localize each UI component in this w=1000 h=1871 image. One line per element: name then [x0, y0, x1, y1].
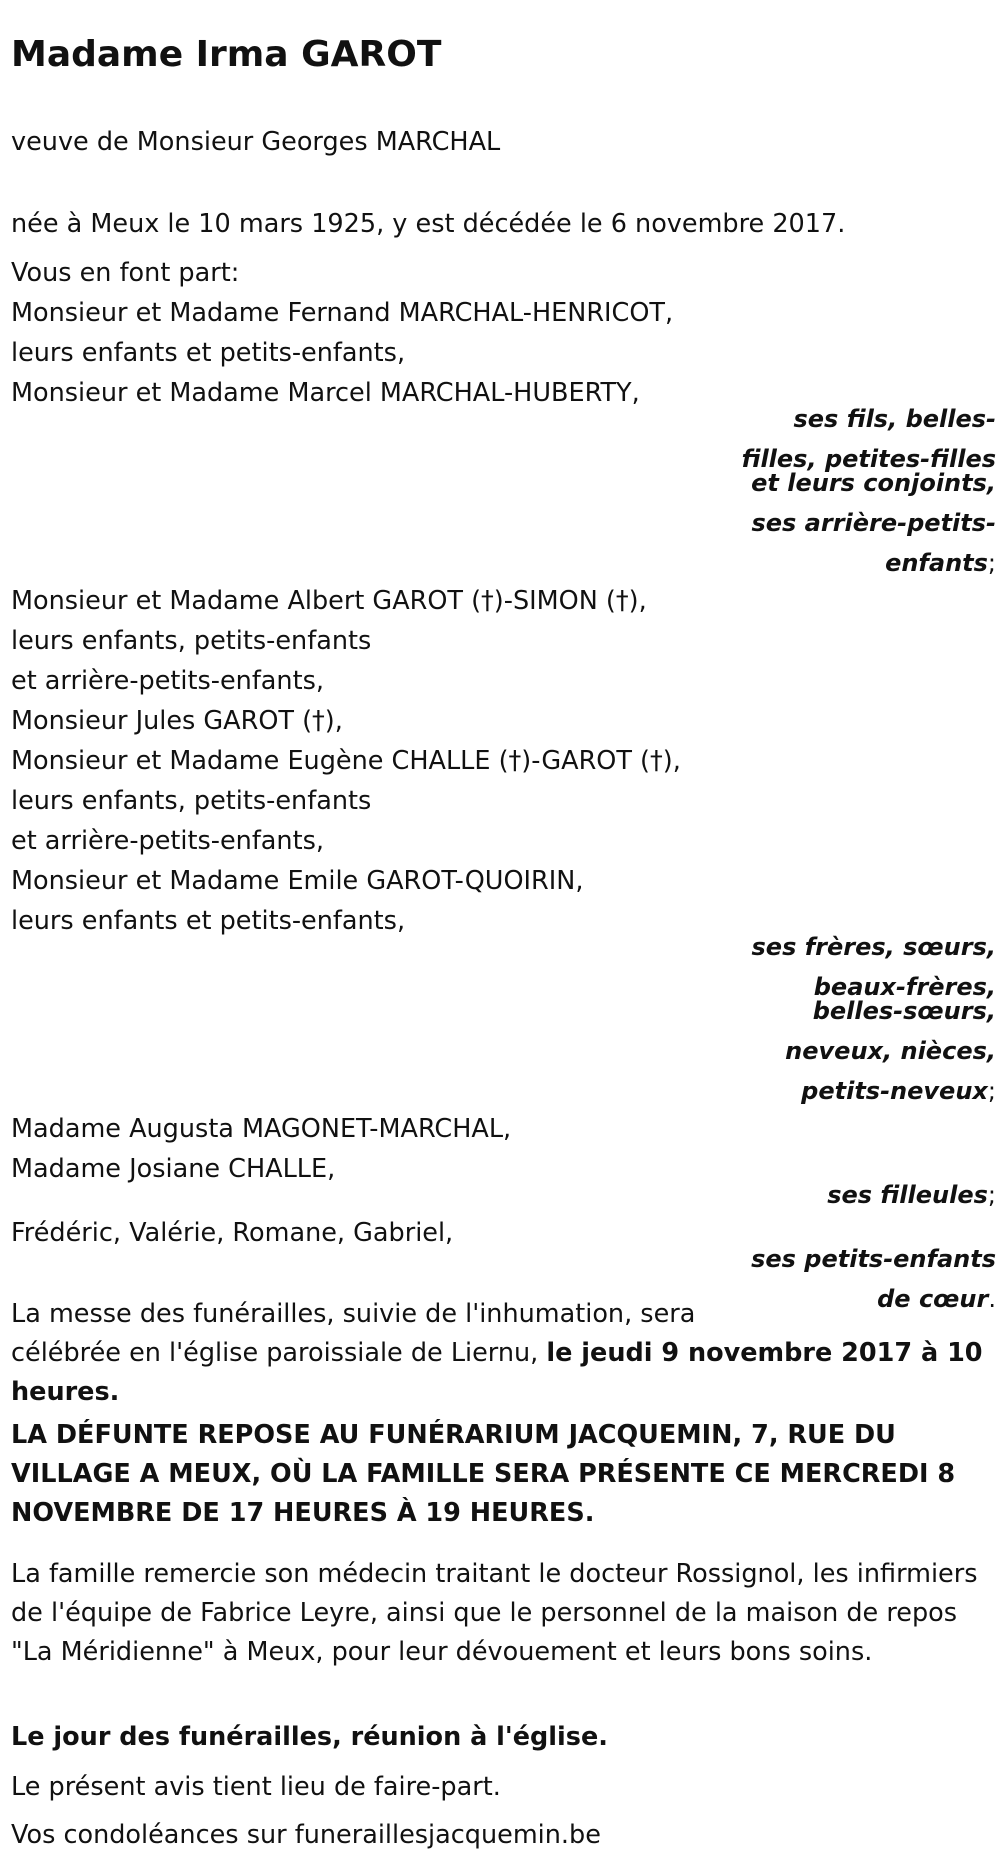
- page-title: Madame Irma GAROT: [11, 34, 442, 75]
- relation-label: ses frères, sœurs,: [751, 933, 996, 961]
- family-line: leurs enfants et petits-enfants,: [11, 906, 406, 936]
- family-line: Frédéric, Valérie, Romane, Gabriel,: [11, 1218, 454, 1248]
- family-line: Monsieur et Madame Emile GAROT-QUOIRIN,: [11, 866, 584, 896]
- meeting-line: Le jour des funérailles, réunion à l'église.: [11, 1722, 608, 1752]
- family-line: leurs enfants, petits-enfants: [11, 626, 372, 656]
- family-line: Monsieur et Madame Albert GAROT (†)-SIMON (†),: [11, 586, 647, 616]
- repose-paragraph: LA DÉFUNTE REPOSE AU FUNÉRARIUM JACQUEMIN, 7, RUE DU VILLAGE A MEUX, OÙ LA FAMILLE SERA PRÉSENTE CE MERCREDI 8 NOVEMBRE DE 17 HEURES À 19 HEURES.: [11, 1420, 956, 1528]
- relation-label: ses filleules;: [827, 1181, 996, 1209]
- family-line: Monsieur et Madame Fernand MARCHAL-HENRICOT,: [11, 298, 674, 328]
- notice-line: Le présent avis tient lieu de faire-part.: [11, 1772, 501, 1802]
- relation-label: belles-sœurs,: [812, 997, 996, 1025]
- thanks-paragraph: La famille remercie son médecin traitant le docteur Rossignol, les infirmiers de l'équipe de Fabrice Leyre, ainsi que le personnel de la maison de repos "La Méridienne" à Meux, pour leur dévouement et leurs bons soins.: [11, 1559, 978, 1667]
- relation-label: ses fils, belles-: [793, 405, 996, 433]
- relation-label: petits-neveux;: [801, 1077, 996, 1105]
- intro-line: Vous en font part:: [11, 258, 240, 288]
- relation-label: ses petits-enfants: [751, 1245, 996, 1273]
- relation-label: enfants;: [885, 549, 996, 577]
- family-line: Monsieur et Madame Eugène CHALLE (†)-GAROT (†),: [11, 746, 681, 776]
- family-line: leurs enfants, petits-enfants: [11, 786, 372, 816]
- relation-label: beaux-frères,: [813, 973, 996, 1001]
- family-line: Madame Josiane CHALLE,: [11, 1154, 336, 1184]
- family-line: Madame Augusta MAGONET-MARCHAL,: [11, 1114, 512, 1144]
- family-line: leurs enfants et petits-enfants,: [11, 338, 406, 368]
- relation-label: ses arrière-petits-: [751, 509, 996, 537]
- relation-label: filles, petites-filles: [741, 445, 996, 473]
- mass-text: La messe des funérailles, suivie de l'inhumation, sera célébrée en l'église paroissiale de Liernu, le jeudi 9 novembre 2017 à 10 heures.: [11, 1299, 983, 1407]
- family-line: et arrière-petits-enfants,: [11, 826, 324, 856]
- family-line: Monsieur et Madame Marcel MARCHAL-HUBERTY,: [11, 378, 640, 408]
- relation-label: de cœur.: [877, 1285, 996, 1313]
- relation-label: neveux, nièces,: [785, 1037, 996, 1065]
- family-line: Monsieur Jules GAROT (†),: [11, 706, 343, 736]
- birth-death-line: née à Meux le 10 mars 1925, y est décédée le 6 novembre 2017.: [11, 209, 846, 239]
- relation-label: et leurs conjoints,: [751, 469, 996, 497]
- family-line: et arrière-petits-enfants,: [11, 666, 324, 696]
- spouse-line: veuve de Monsieur Georges MARCHAL: [11, 127, 501, 157]
- condolences-line: Vos condoléances sur funeraillesjacquemin.be: [11, 1820, 601, 1850]
